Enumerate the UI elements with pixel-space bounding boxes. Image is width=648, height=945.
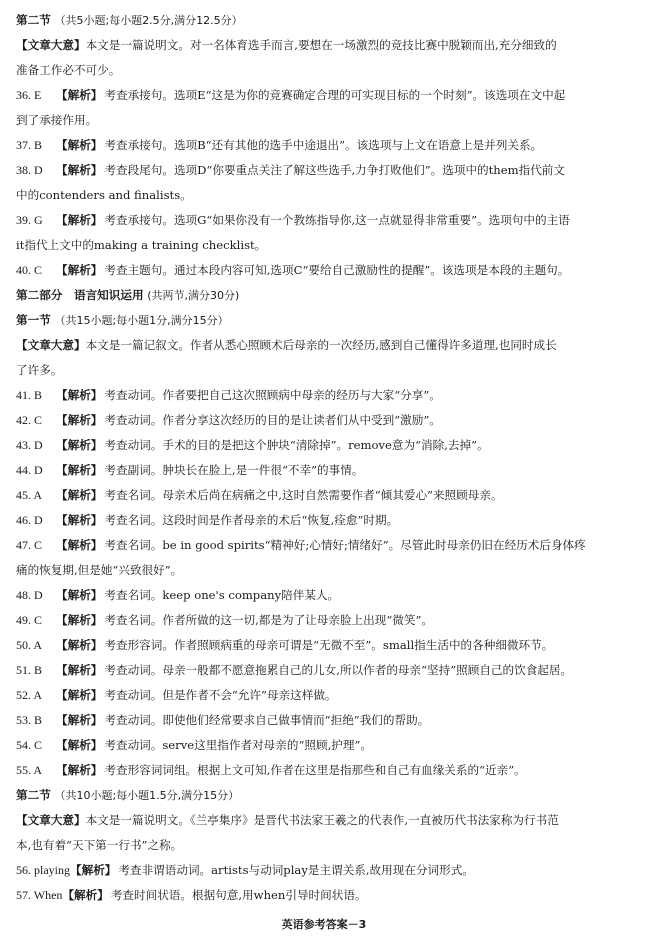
summary-text: 了许多。: [16, 363, 63, 377]
analysis-tag: 【解析】: [56, 388, 103, 402]
analysis-text: 考查动词。手术的目的是把这个肿块“清除掉”。remove意为“消除,去掉”。: [104, 438, 489, 452]
answer-item: [16, 208, 632, 258]
question-number: 55. A: [16, 763, 43, 777]
answer-item: [16, 883, 632, 908]
analysis-tag: 【解析】: [56, 613, 103, 627]
analysis-tag: 【解析】: [56, 213, 103, 227]
analysis-text: 考查动词。即使他们经常要求自己做事情而“拒绝”我们的帮助。: [104, 713, 430, 727]
analysis-tag: 【解析】: [56, 438, 103, 452]
question-number: 41. B: [16, 388, 43, 402]
answer-item: [16, 708, 632, 733]
article-summary: [16, 808, 632, 858]
question-number: 42. C: [16, 413, 43, 427]
analysis-text: 考查动词。母亲一般都不愿意拖累自己的儿女,所以作者的母亲“坚持”照顾自己的饮食起居。: [104, 663, 573, 677]
section-info: （共10小题;每小题1.5分,满分15分）: [54, 789, 240, 802]
question-number: 49. C: [16, 613, 43, 627]
answer-list: [16, 83, 632, 283]
question-number: 48. D: [16, 588, 43, 602]
analysis-text: 考查非谓语动词。artists与动词play是主谓关系,故用现在分词形式。: [118, 863, 474, 877]
summary-tag: 【文章大意】: [16, 338, 86, 352]
question-number: 39. G: [16, 213, 43, 227]
answer-item: [16, 433, 632, 458]
analysis-tag: 【解析】: [56, 738, 103, 752]
answer-item: [16, 83, 632, 133]
question-number: 37. B: [16, 138, 43, 152]
analysis-text: 考查承接句。选项G“如果你没有一个教练指导你,这一点就显得非常重要”。选项句中的主语: [104, 213, 570, 227]
section-title: 第一节: [16, 313, 51, 327]
answer-item: [16, 483, 632, 508]
part-title: 第二部分 语言知识运用: [16, 288, 144, 302]
analysis-tag: 【解析】: [56, 138, 103, 152]
analysis-text: 考查副词。肿块长在脸上,是一件很“不幸”的事情。: [104, 463, 364, 477]
question-number: 47. C: [16, 538, 43, 552]
answer-item: [16, 858, 632, 883]
answer-item: [16, 133, 632, 158]
summary-text: 本文是一篇记叙文。作者从悉心照顾术后母亲的一次经历,感到自己懂得许多道理,也同时成长: [85, 338, 557, 352]
analysis-tag: 【解析】: [56, 263, 103, 277]
analysis-tag: 【解析】: [56, 638, 103, 652]
question-number: 53. B: [16, 713, 43, 727]
section-title: 第二节: [16, 788, 51, 802]
analysis-tag: 【解析】: [56, 513, 103, 527]
summary-tag: 【文章大意】: [16, 38, 86, 52]
article-summary: [16, 333, 632, 383]
summary-text: 本文是一篇说明文。对一名体育选手而言,要想在一场激烈的竞技比赛中脱颖而出,充分细致的: [85, 38, 557, 52]
answer-item: [16, 658, 632, 683]
analysis-text-continued: 痛的恢复期,但是她“兴致很好”。: [16, 563, 183, 577]
analysis-text: 考查名词。这段时间是作者母亲的术后“恢复,痊愈”时期。: [104, 513, 399, 527]
question-number: 40. C: [16, 263, 43, 277]
analysis-tag: 【解析】: [56, 463, 103, 477]
analysis-text: 考查主题句。通过本段内容可知,选项C“要给自己激励性的提醒”。该选项是本段的主题句。: [104, 263, 570, 277]
analysis-tag: 【解析】: [56, 413, 103, 427]
summary-text: 本文是一篇说明文。《兰亭集序》是晋代书法家王羲之的代表作,一直被历代书法家称为行书范: [85, 813, 559, 827]
analysis-text: 考查动词。作者分享这次经历的目的是让读者们从中受到“激励”。: [104, 413, 441, 427]
analysis-text: 考查名词。be in good spirits“精神好;心情好;情绪好”。尽管此时母亲仍旧在经历术后身体疼: [104, 538, 586, 552]
analysis-tag: 【解析】: [56, 713, 103, 727]
answer-item: [16, 508, 632, 533]
answer-item: [16, 158, 632, 208]
answer-item: [16, 633, 632, 658]
question-number: 36. E: [16, 88, 42, 102]
question-number: 38. D: [16, 163, 43, 177]
question-number: 52. A: [16, 688, 43, 702]
analysis-tag: 【解析】: [56, 588, 103, 602]
analysis-text: 考查形容词。作者照顾病重的母亲可谓是“无微不至”。small指生活中的各种细微环节。: [104, 638, 554, 652]
analysis-text: 考查动词。serve这里指作者对母亲的“照顾,护理”。: [104, 738, 372, 752]
analysis-text: 考查形容词词组。根据上文可知,作者在这里是指那些和自己有血缘关系的“近亲”。: [104, 763, 526, 777]
analysis-text: 考查动词。但是作者不会“允许”母亲这样做。: [104, 688, 337, 702]
analysis-tag: 【解析】: [56, 488, 103, 502]
analysis-text: 考查名词。keep one's company陪伴某人。: [104, 588, 340, 602]
answer-list: [16, 383, 632, 783]
section-title: 第二节: [16, 13, 51, 27]
question-number: 57. When: [16, 888, 63, 902]
section-info: （共15小题;每小题1分,满分15分）: [54, 314, 229, 327]
summary-text: 准备工作必不可少。: [16, 63, 121, 77]
question-number: 54. C: [16, 738, 43, 752]
question-number: 50. A: [16, 638, 43, 652]
article-summary: [16, 33, 632, 83]
analysis-text: 考查名词。母亲术后尚在病痛之中,这时自然需要作者“倾其爱心”来照顾母亲。: [104, 488, 503, 502]
answer-item: [16, 733, 632, 758]
question-number: 43. D: [16, 438, 43, 452]
question-number: 45. A: [16, 488, 43, 502]
section-header: [16, 783, 632, 808]
analysis-text: 考查动词。作者要把自己这次照顾病中母亲的经历与大家“分享”。: [104, 388, 441, 402]
analysis-text: 考查承接句。选项B“还有其他的选手中途退出”。该选项与上文在语意上是并列关系。: [104, 138, 543, 152]
analysis-tag: 【解析】: [56, 663, 103, 677]
answer-item: [16, 408, 632, 433]
analysis-tag: 【解析】: [56, 688, 103, 702]
analysis-text-continued: it指代上文中的making a training checklist。: [16, 238, 267, 252]
page-footer: 英语参考答案－3: [281, 918, 367, 931]
part-header: [16, 283, 632, 308]
analysis-text-continued: 中的contenders and finalists。: [16, 188, 192, 202]
analysis-tag: 【解析】: [56, 88, 103, 102]
answer-item: [16, 258, 632, 283]
analysis-tag: 【解析】: [56, 538, 103, 552]
summary-tag: 【文章大意】: [16, 813, 86, 827]
answer-item: [16, 758, 632, 783]
analysis-tag: 【解析】: [56, 163, 103, 177]
answer-item: [16, 608, 632, 633]
answer-item: [16, 383, 632, 408]
analysis-text: 考查时间状语。根据句意,用when引导时间状语。: [110, 888, 367, 902]
answer-item: [16, 533, 632, 583]
analysis-tag: 【解析】: [70, 863, 117, 877]
answer-list: [16, 858, 632, 908]
answer-item: [16, 458, 632, 483]
section-header: [16, 8, 632, 33]
analysis-tag: 【解析】: [62, 888, 109, 902]
section-info: （共5小题;每小题2.5分,满分12.5分）: [54, 14, 243, 27]
question-number: 56. playing: [16, 863, 70, 877]
question-number: 46. D: [16, 513, 43, 527]
analysis-text: 考查名词。作者所做的这一切,都是为了让母亲脸上出现“微笑”。: [104, 613, 433, 627]
analysis-text: 考查承接句。选项E“这是为你的竞赛确定合理的可实现目标的一个时刻”。该选项在文中起: [104, 88, 566, 102]
analysis-text-continued: 到了承接作用。: [16, 113, 98, 127]
summary-text: 本,也有着“天下第一行书”之称。: [16, 838, 183, 852]
section-header: [16, 308, 632, 333]
answer-item: [16, 583, 632, 608]
question-number: 51. B: [16, 663, 43, 677]
answer-item: [16, 683, 632, 708]
part-info: (共两节,满分30分): [147, 289, 240, 302]
analysis-tag: 【解析】: [56, 763, 103, 777]
analysis-text: 考查段尾句。选项D“你要重点关注了解这些选手,力争打败他们”。选项中的them指代前文: [104, 163, 565, 177]
question-number: 44. D: [16, 463, 43, 477]
